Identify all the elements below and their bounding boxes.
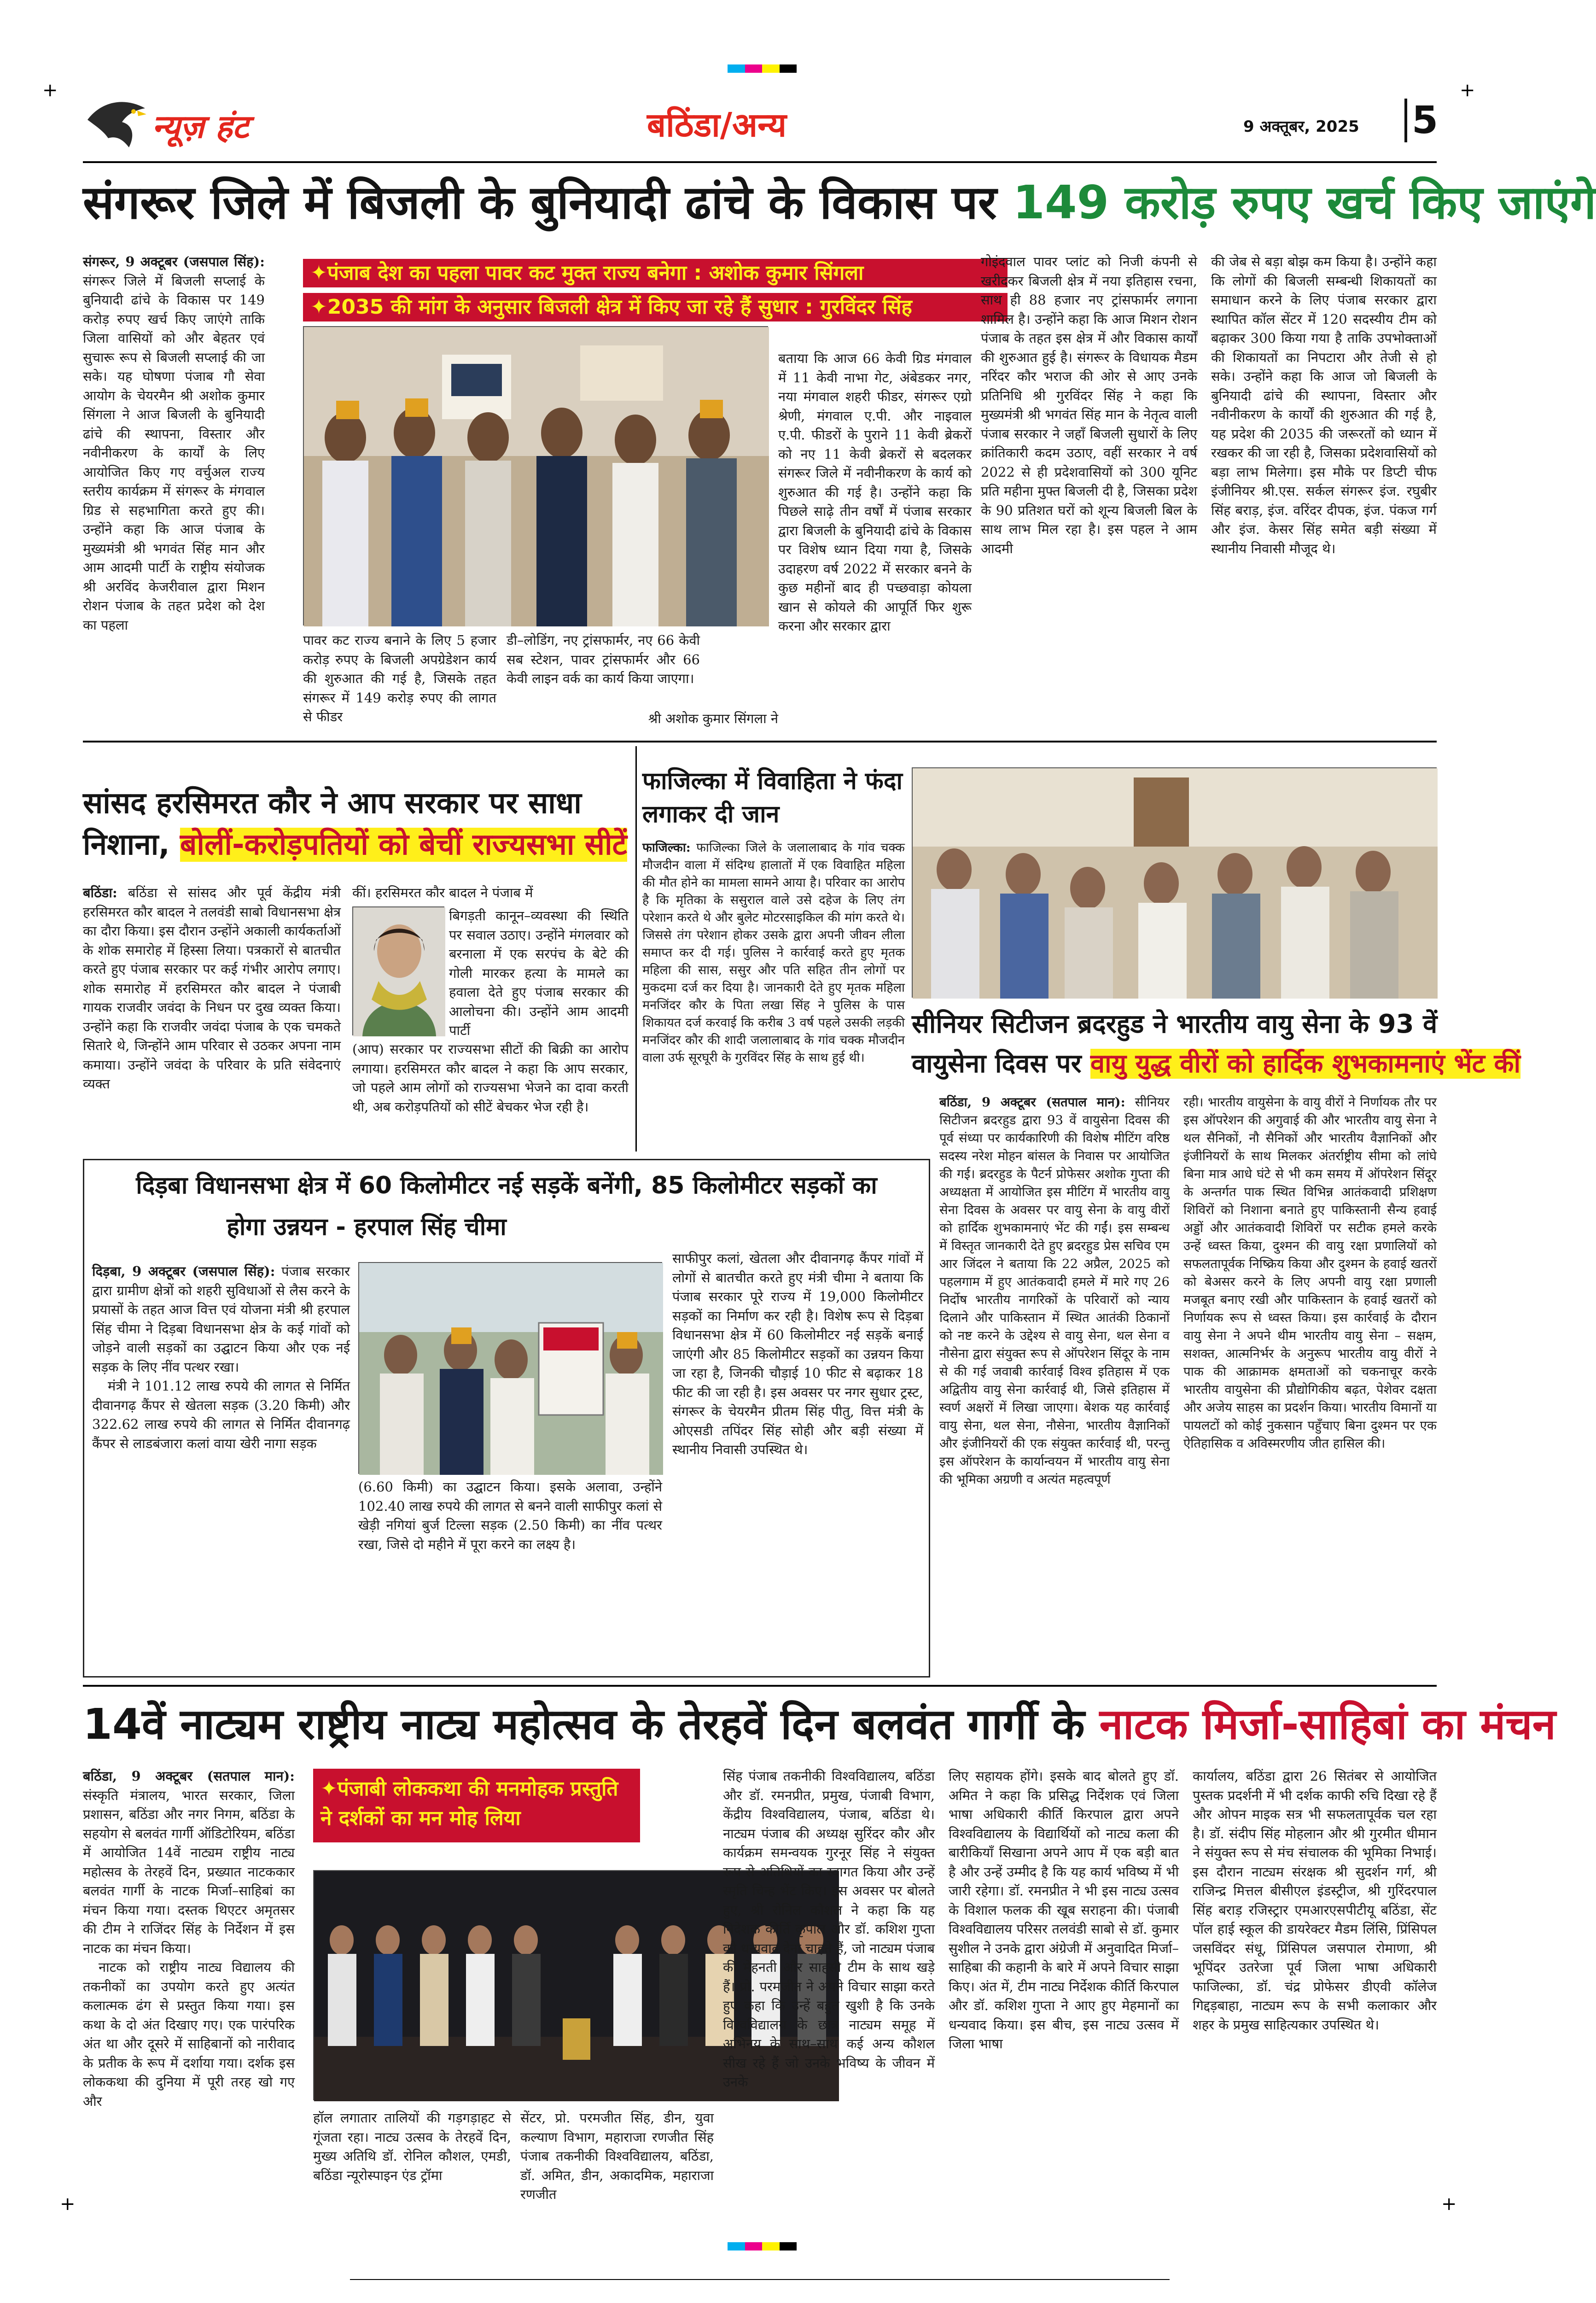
story1-headline <box>83 170 1596 235</box>
story5-col1-p2: मंत्री ने 101.12 लाख रुपये की लागत से निर्मित दीवानगढ़ कैंपर से खेतला सड़क (3.20 किमी) और 322.62 लाख रुपये की लागत से निर्मित दीवानगढ़ कैंपर से लाडबंजारा कलां वाया खेरी नागा सड़क <box>92 1378 350 1451</box>
story4-col1 <box>939 1093 1170 1663</box>
story4-headline-black: वायुसेना दिवस पर <box>912 1049 1090 1079</box>
story1-under-photo-c: श्री अशोक कुमार सिंगला ने <box>648 711 778 726</box>
story1-dateline: संगरूर, 9 अक्टूबर (जसपाल सिंह): <box>83 254 265 269</box>
story5-headline-line2: होगा उन्नयन - हरपाल सिंह चीमा <box>227 1213 507 1241</box>
story2-col1-text: बठिंडा से सांसद और पूर्व केंद्रीय मंत्री हरसिमरत कौर बादल ने तलवंडी साबो विधानसभा क्षेत्र का दौरा किया। इस दौरान उन्होंने अकाली कार्यकर्ताओं के शोक समारोह में हिस्सा लिया। पत्रकारों से बातचीत करते हुए पंजाब सरकार पर कई गंभीर आरोप लगाए। शोक समारोह में हरसिमरत कौर बादल ने पंजाबी गायक राजवीर जवंदा के निधन पर दुख व्यक्त किया। उन्होंने कहा कि राजवीर जवंदा पंजाब के एक चमकते सितारे थे, जिन्होंने आम परिवार से उठकर अपना नाम कमाया। उन्होंने जवंदा के परिवार के प्रति संवेदनाएं व्यक्त <box>83 885 341 1092</box>
rule-story2-right <box>635 746 637 1152</box>
story2-headline-line2 <box>83 824 631 865</box>
story6-under-photo-a: हॉल लगातार तालियों की गड़गड़ाहट से गूंजता रहा। नाट्य उत्सव के तेरहवें दिन, मुख्य अतिथि डॉ. रोनिल कौशल, एमडी, बठिंडा न्यूरोस्पाइन एंड ट्रॉमा <box>313 2110 511 2183</box>
story4-headline-highlight: वायु युद्ध वीरों को हार्दिक शुभकामनाएं भेंट कीं <box>1090 1049 1520 1079</box>
color-bar-top <box>728 64 797 73</box>
rule-after-story1 <box>83 741 1437 742</box>
section-title: बठिंडा/अन्य <box>647 105 787 144</box>
story2-headline-black: निशाना, <box>83 828 180 862</box>
rule-after-story4 <box>83 1685 1437 1687</box>
story2-col2-bottom: (आप) सरकार पर राज्यसभा सीटों की बिक्री का आरोप लगाया। हरसिमरत कौर बादल ने कहा कि आप सरकार, जो पहले आम लोगों को राज्यसभा भेजने का दावा करती थी, अब करोड़पतियों को सीटें बेचकर भेज रही है। <box>352 1041 629 1115</box>
story1-headline-black: संगरूर जिले में बिजली के बुनियादी ढांचे के विकास पर <box>83 175 1013 229</box>
story1-under-photo-b: डी–लोडिंग, नए ट्रांसफार्मर, नए 66 केवी सब स्टेशन, पावर ट्रांसफार्मर और 66 केवी लाइन वर्क का कार्य किया जाएगा। <box>507 632 700 686</box>
story6-headline-red: नाटक मिर्जा-साहिबां का मंचन <box>1099 1700 1556 1749</box>
story6-headline <box>83 1693 1556 1756</box>
crop-mark-top-left: + <box>42 80 58 101</box>
story6-headline-black: 14वें नाट्यम राष्ट्रीय नाट्य महोत्सव के तेरहवें दिन बलवंत गार्गी के <box>83 1700 1100 1749</box>
story2-headline-line1: सांसद हरसिमरत कौर ने आप सरकार पर साधा <box>83 786 582 820</box>
logo-text: न्यूज़ हंट <box>152 108 249 146</box>
story2-headline-highlight: बोलीं-करोड़पतियों को बेचीं राज्यसभा सीटें <box>180 828 627 862</box>
story4-dateline: बठिंडा, 9 अक्टूबर (सतपाल मान): <box>939 1095 1125 1110</box>
story1-kicker1: ✦पंजाब देश का पहला पावर कट मुक्त राज्य बनेगा : अशोक कुमार सिंगला <box>303 259 1008 287</box>
story3-body <box>642 839 905 1143</box>
story5-headline-line1: दिड़बा विधानसभा क्षेत्र में 60 किलोमीटर नई सड़कें बनेंगी, 85 किलोमीटर सड़कों का <box>136 1172 877 1199</box>
story5-photo-inauguration <box>358 1262 662 1474</box>
story1-headline-green: 149 करोड़ रुपए खर्च किए जाएंगे <box>1013 175 1596 229</box>
story1-col1-text: संगरूर जिले में बिजली सप्लाई के बुनियादी ढांचे के विकास पर 149 करोड़ रुपए खर्च किए जाएंगे ताकि जिला वासियों को और बेहतर एवं सुचारू रूप से बिजली सप्लाई की जा सके। यह घोषणा पंजाब गौ सेवा आयोग के चेयरमैन श्री अशोक कुमार सिंगला ने आज बिजली के बुनियादी ढांचे की स्थापना, विस्तार और नवीनीकरण के कार्यों के लिए आयोजित किए गए वर्चुअल राज्य स्तरीय कार्यक्रम में संगरूर के मंगवाल ग्रिड से सहभागिता करते हुए की। उन्होंने कहा कि आज पंजाब के मुख्यमंत्री श्री भगवंत सिंह मान और आम आदमी पार्टी के राष्ट्रीय संयोजक श्री अरविंद केजरीवाल द्वारा मिशन रोशन पंजाब के तहत प्रदेश को देश का पहला <box>83 273 265 633</box>
story6-col2: सिंह पंजाब तकनीकी विश्वविद्यालय, बठिंडा और डॉ. रमनप्रीत, प्रमुख, पंजाबी विभाग, केंद्रीय विश्वविद्यालय, पंजाब, बठिंडा थे। नाट्यम पंजाब की अध्यक्ष सुरिंदर कौर और कार्यक्रम समन्वयक गुरनूर सिंह ने संयुक्त रूप से अतिथियों का स्वागत किया और उन्हें स्मृति चिन्ह भेंट किए। इस अवसर पर बोलते हुए, श्री रोनिल कौशल ने कहा कि यह निदेशक कीर्ति कृपाल और डॉ. कशिश गुप्ता को धन्यवाद देना चाहते हैं, जो नाट्यम पंजाब की मेहनती और साहसी टीम के साथ खड़े हैं। प्रो. परमजीत ने अपने विचार साझा करते हुए कहा कि उन्हें बहुत खुशी है कि उनके विश्वविद्यालय के छात्र नाट्यम समूह में अभिनय के साथ–साथ कई अन्य कौशल सीख रहे हैं जो उनके भविष्य के जीवन में उनके <box>723 1768 935 2090</box>
story1-under-photo-a: पावर कट राज्य बनाने के लिए 5 हजार करोड़ रुपए के बिजली अपग्रेडेशन कार्य की शुरुआत की गई है, जिसके तहत संगरूर में 149 करोड़ रुपए की लागत से फीडर <box>303 632 496 725</box>
story5-col3: साफीपुर कलां, खेतला और दीवानगढ़ कैंपर गांवों में लोगों से बातचीत करते हुए मंत्री चीमा ने बताया कि पंजाब सरकार पूरे राज्य में 19,000 किलोमीटर सड़कों का निर्माण कर रही है। विशेष रूप से दिड़बा विधानसभा क्षेत्र में 60 किलोमीटर नई सड़कें बनाई जाएंगी और 85 किलोमीटर सड़कों का उन्नयन किया जा रहा है, जिनकी चौड़ाई 10 फीट से बढ़ाकर 18 फीट की जा रही है। इस अवसर पर नगर सुधार ट्रस्ट, संगरूर के चेयरमैन प्रीतम सिंह पीतु, वित्त मंत्री के ओएसडी तपिंदर सिंह सोही और बड़ी संख्या में स्थानीय निवासी उपस्थित थे। <box>672 1251 923 1457</box>
footer-rule <box>350 2279 1170 2280</box>
story2-col2-right: बिगड़ती कानून–व्यवस्था की स्थिति पर सवाल उठाए। उन्होंने मंगलवार को बरनाला में एक सरपंच के बेटे की गोली मारकर हत्या के मामले का हवाला देते हुए पंजाब सरकार की आलोचना की। उन्होंने आम आदमी पार्टी <box>449 908 629 1038</box>
story2-dateline: बठिंडा: <box>83 885 117 900</box>
story3-dateline: फाजिल्का: <box>642 841 691 855</box>
story5-dateline: दिड़बा, 9 अक्टूबर (जसपाल सिंह): <box>92 1263 275 1279</box>
story5-col1 <box>92 1262 350 1667</box>
story1-col2: बताया कि आज 66 केवी ग्रिड मंगवाल में 11 केवी नाभा गेट, अंबेडकर नगर, नया मंगवाल शहरी फीडर, संगरूर एग्रो श्रेणी, मंगवाल ए.पी. और नाइवाल ए.पी. फीडरों के पुराने 11 केवी ब्रेकरों को नए 11 केवी ब्रेकरों से बदलकर संगरूर जिले में नवीनीकरण के कार्य को शुरुआत की गई है। उन्होंने कहा कि पिछले साढ़े तीन वर्षों में पंजाब सरकार द्वारा बिजली के बुनियादी ढांचे के विकास पर विशेष ध्यान दिया गया है, जिसके उदाहरण वर्ष 2022 में सरकार बनने के कुछ महीनों बाद ही पच्छवाड़ा कोयला खान से कोयले की आपूर्ति फिर शुरू करना और सरकार द्वारा <box>778 351 972 634</box>
story1-kicker2: ✦2035 की मांग के अनुसार बिजली क्षेत्र में किए जा रहे हैं सुधार : गुरविंदर सिंह <box>303 293 1008 321</box>
color-bar-bottom <box>728 2242 797 2250</box>
page-number: 5 <box>1404 99 1437 142</box>
story2-photo-harsimrat <box>352 906 444 1035</box>
story6-col1 <box>83 1767 295 2209</box>
story6-col1-p2: नाटक को राष्ट्रीय नाट्य विद्यालय की तकनीकों का उपयोग करते हुए अत्यंत कलात्मक ढंग से प्रस्तुत किया गया। इस कथा के दो अंत दिखाए गए। एक पारंपरिक अंत था और दूसरे में साहिबानों को नारीवाद के प्रतीक के रूप में दर्शाया गया। दर्शक इस लोककथा की दुनिया में पूरी तरह खो गए और <box>83 1959 295 2109</box>
story6-col1-text: संस्कृति मंत्रालय, भारत सरकार, जिला प्रशासन, बठिंडा और नगर निगम, बठिंडा के सहयोग से बलवंत गार्गी ऑडिटोरियम, बठिंडा में आयोजित 14वें नाट्यम राष्ट्रीय नाट्य महोत्सव के तेरहवें दिन, प्रख्यात नाटककार बलवंत गार्गी के नाटक मिर्जा–साहिबां का मंचन किया गया। दस्तक थिएटर अमृतसर की टीम ने राजिंदर सिंह के निर्देशन में इस नाटक का मंचन किया। <box>83 1787 295 1956</box>
story6-col4: कार्यालय, बठिंडा द्वारा 26 सितंबर से आयोजित पुस्तक प्रदर्शनी में भी दर्शक काफी रुचि दिखा रहे हैं और ओपन माइक सत्र भी सफलतापूर्वक चल रहा है। डॉ. संदीप सिंह मोहलान और श्री गुरमीत धीमान ने संयुक्त रूप से मंच संचालक की भूमिका निभाई। इस दौरान नाट्यम संरक्षक श्री सुदर्शन गर्ग, श्री राजिन्द्र मित्तल बीसीएल इंडस्ट्रीज, श्री गुरिंदरपाल सिंह बराड़ रजिस्ट्रार एमआरएसपीटीयू बठिंडा, सेंट पॉल हाई स्कूल की डायरेक्टर मैडम लिंसि, प्रिंसिपल जसविंदर संधू, प्रिंसिपल जसपाल रोमाणा, श्री भूपिंदर उतरेजा पूर्व जिला भाषा अधिकारी फाजिल्का, डॉ. चंद्र प्रोफेसर डीएवी कॉलेज गिद्दड़बाहा, नाट्यम रूप के सभी कलाकार और शहर के प्रमुख साहित्यकार उपस्थित थे। <box>1193 1768 1437 2033</box>
crop-mark-bottom-right: + <box>1441 2193 1457 2215</box>
story6-dateline: बठिंडा, 9 अक्टूबर (सतपाल मान): <box>83 1768 295 1784</box>
story4-headline-line2 <box>912 1046 1520 1082</box>
story6-under-photo-b: सेंटर, प्रो. परमजीत सिंह, डीन, युवा कल्याण विभाग, महाराजा रणजीत सिंह पंजाब तकनीकी विश्वविद्यालय, बठिंडा, डॉ. अमित, डीन, अकादमिक, महाराजा रणजीत <box>520 2110 714 2202</box>
issue-date: 9 अक्तूबर, 2025 <box>1243 117 1359 136</box>
story6-col3: लिए सहायक होंगे। इसके बाद बोलते हुए डॉ. अमित ने कहा कि प्रसिद्ध निर्देशक एवं जिला भाषा अधिकारी कीर्ति किरपाल द्वारा अपने विश्वविद्यालय के विद्यार्थियों को नाट्य कला की बारीकियाँ सिखाना अपने आप में एक बड़ी बात है और उन्हें उम्मीद है कि यह कार्य भविष्य में भी जारी रहेगा। डॉ. रमनप्रीत ने भी इस नाट्य उत्सव के विशाल फलक की खूब सराहना की। पंजाबी विश्वविद्यालय परिसर तलवंडी साबो से डॉ. कुमार सुशील ने उनके द्वारा अंग्रेजी में अनुवादित मिर्जा–साहिबा की कहानी के बारे में अपने विचार साझा किए। अंत में, टीम नाट्य निर्देशक कीर्ति किरपाल और डॉ. कशिश गुप्ता ने आए हुए मेहमानों का धन्यवाद किया। इस बीच, इस नाट्य उत्सव में जिला भाषा <box>949 1768 1179 2052</box>
story1-col3: गोइंदवाल पावर प्लांट को निजी कंपनी से खरीदकर बिजली क्षेत्र में नया इतिहास रचना, साथ ही 88 हजार नए ट्रांसफार्मर लगाना शामिल है। उन्होंने कहा कि आज मिशन रोशन पंजाब के तहत इस क्षेत्र में और विकास कार्यों की शुरुआत हुई है। संगरूर के विधायक मैडम नरिंदर कौर भराज की ओर से आए उनके प्रतिनिधि श्री गुरविंदर सिंह ने कहा कि मुख्यमंत्री श्री भगवंत सिंह मान के नेतृत्व वाली पंजाब सरकार ने जहाँ बिजली सुधारों के लिए क्रांतिकारी कदम उठाए, वहीं सरकार ने वर्ष 2022 से ही प्रदेशवासियों को 300 यूनिट प्रति महीना मुफ्त बिजली दी है, जिसका प्रदेश के 90 प्रतिशत घरों को शून्य बिजली बिल के साथ लाभ मिल रहा है। इस पहल ने आम आदमी <box>981 254 1197 556</box>
story4-photo-meeting <box>912 767 1437 998</box>
story2-col1 <box>83 883 341 1141</box>
masthead <box>83 97 1437 157</box>
story4-col1-text: सीनियर सिटीजन ब्रदरहुड द्वारा 93 वें वायुसेना दिवस की पूर्व संध्या पर कार्यकारिणी की विशेष मीटिंग वरिष्ठ सदस्य नरेश मोहन बांसल के निवास पर आयोजित की गई। ब्रदरहुड के पैटर्न प्रोफेसर अशोक गुप्ता की अध्यक्षता में आयोजित इस मीटिंग में भारतीय वायु सेना दिवस के अवसर पर वायु सेना के वायु वीरों को हार्दिक शुभकामनाएं भेंट की गईं। इस सम्बन्ध में विस्तृत जानकारी देते हुए ब्रदरहुड प्रेस सचिव एम आर जिंदल ने बताया कि 22 अप्रैल, 2025 को पहलगाम में हुए आतंकवादी हमले में मारे गए 26 निर्दोष भारतीय नागरिकों के परिवारों को न्याय दिलाने और पाकिस्तान में स्थित आतंकी ठिकानों को नष्ट करने के उद्देश्य से वायु सेना, थल सेना व नौसेना द्वारा संयुक्त रूप से ऑपरेशन सिंदूर के नाम से की गई जवाबी कार्रवाई विश्व इतिहास में एक अद्वितीय वायु सेना कार्रवाई थी, जिसे इतिहास में स्वर्ण अक्षरों में लिखा जाएगा। बेशक यह कार्रवाई वायु सेना, थल सेना, नौसेना, भारतीय वैज्ञानिकों और इंजीनियरों की एक संयुक्त कार्रवाई थी, परन्तु इस ऑपरेशन के कार्यान्वयन में भारतीय वायु सेना की भूमिका अग्रणी व अत्यंत महत्वपूर्ण <box>939 1095 1170 1487</box>
eagle-logo-icon <box>83 97 147 157</box>
story3-body-text: फाजिल्का जिले के जलालाबाद के गांव चक्क मौजदीन वाला में संदिग्ध हालातों में एक विवाहित महिला की मौत होने का मामला सामने आया है। परिवार का आरोप है कि मृतिका के ससुराल वाले उसे दहेज के लिए तंग परेशान करते थे और बुलेट मोटरसाइकिल की मांग करते थे। जिससे तंग परेशान होकर उसके द्वारा अपनी जीवन लीला समाप्त कर दी गई। पुलिस ने कार्रवाई करते हुए मृतक महिला की सास, ससुर और पति सहित तीन लोगों पर मुकदमा दर्ज कर दिया है। जानकारी देते हुए मृतक महिला मनजिंदर कौर के पिता लखा सिंह ने पुलिस के पास शिकायत दर्ज करवाई कि करीब 3 वर्ष पहले उसकी लड़की मनजिंदर कौर की शादी जलालाबाद के गांव चक्क मौजदीन वाला उर्फ सूरघूरी के गुरविंदर सिंह के साथ हुई थी। <box>642 841 905 1065</box>
story5-col1-text: पंजाब सरकार द्वारा ग्रामीण क्षेत्रों को शहरी सुविधाओं से लैस करने के प्रयासों के तहत आज वित्त एवं योजना मंत्री श्री हरपाल सिंह चीमा ने दिड़बा विधानसभा क्षेत्र के कई गांवों को जोड़ने वाली सड़कों का उद्घाटन किया और एक नई सड़क के लिए नींव पत्थर रखा। <box>92 1263 350 1375</box>
story2-col2-top: कीं। हरसिमरत कौर बादल ने पंजाब में <box>352 885 533 900</box>
crop-mark-top-right: + <box>1460 80 1475 101</box>
masthead-rule <box>83 161 1437 163</box>
story5-under-photo: (6.60 किमी) का उद्घाटन किया। इसके अलावा, उन्होंने 102.40 लाख रुपये की लागत से बनने वाली साफीपुर कलां से खेड़ी नगियां बुर्ज टिल्ला सड़क (2.50 किमी) का नींव पत्थर रखा, जिसे दो महीने में पूरा करने का लक्ष्य है। <box>358 1479 662 1552</box>
story4-headline-line1: सीनियर सिटीजन ब्रदरहुड ने भारतीय वायु सेना के 93 वें <box>912 1009 1438 1039</box>
story4-col2: रही। भारतीय वायुसेना के वायु वीरों ने निर्णायक तौर पर इस ऑपरेशन की अगुवाई की और भारतीय वायु सेना ने थल सैनिकों, नौ सैनिकों और भारतीय वैज्ञानिकों और इंजीनियरों के साथ मिलकर अंतर्राष्ट्रीय सीमा को लांघे बिना मात्र आधे घंटे से भी कम समय में ऑपरेशन सिंदूर के अन्तर्गत पाक स्थित विभिन्न आतंकवादी प्रशिक्षण शिविरों को निशाना बनाते हुए पाकिस्तानी सैन्य हवाई अड्डों और आतंकवादी शिविरों पर सटीक हमले करके उन्हें ध्वस्त किया, दुश्मन की वायु रक्षा प्रणालियों को सफलतापूर्वक निष्क्रिय किया और दुश्मन के हवाई खतरों को बेअसर करने के लिए अपनी वायु रक्षा प्रणाली मजबूत बनाए रखी और पाकिस्तान के हवाई खतरों को निर्णायक रूप से ध्वस्त किया। इस कार्रवाई के दौरान वायु सेना ने अपने थीम भारतीय वायु सेना – सक्षम, सशक्त, आत्मनिर्भर के अनुरूप भारतीय वायु वीरों ने पाक की आक्रामक क्षमताओं को चकनाचूर करके भारतीय वायुसेना की प्रौद्योगिकीय बढ़त, पेशेवर दक्षता और अजेय साहस का प्रदर्शन किया। भारतीय विमानों या पायलटों को कोई नुकसान पहुँचाए बिना दुश्मन पर एक ऐतिहासिक व अविस्मरणीय जीत हासिल की। <box>1183 1095 1437 1451</box>
story1-col1 <box>83 252 265 727</box>
crop-mark-bottom-left: + <box>60 2193 76 2215</box>
story3-headline: फाजिल्का में विवाहिता ने फंदा लगाकर दी जान <box>642 767 903 828</box>
story6-kicker: ✦पंजाबी लोककथा की मनमोहक प्रस्तुति ने दर्शकों का मन मोह लिया <box>313 1769 640 1842</box>
story1-col4: की जेब से बड़ा बोझ कम किया है। उन्होंने कहा कि लोगों की बिजली सम्बन्धी शिकायतों का समाधान करने के लिए पंजाब सरकार द्वारा स्थापित कॉल सेंटर में 120 सदस्यीय टीम को बढ़ाकर 300 किया गया है ताकि उपभोक्ताओं की शिकायतों का निपटारा और तेजी से हो सके। उन्होंने कहा कि आज जो बिजली के बुनियादी ढांचे की स्थापना, विस्तार और नवीनीकरण के कार्यों की शुरुआत की गई है, यह प्रदेश की 2035 की जरूरतों को ध्यान में रखकर की जा रही है, जिसका प्रदेशवासियों को बड़ा लाभ मिलेगा। इस मौके पर डिप्टी चीफ इंजीनियर श्री.एस. सर्कल संगरूर इंज. रघुबीर सिंह बराड़, इंज. वरिंदर दीपक, इंज. पंकज गर्ग और इंज. केसर सिंह समेत बड़ी संख्या में स्थानीय निवासी मौजूद थे। <box>1211 254 1437 556</box>
story1-photo-inauguration <box>303 326 768 625</box>
